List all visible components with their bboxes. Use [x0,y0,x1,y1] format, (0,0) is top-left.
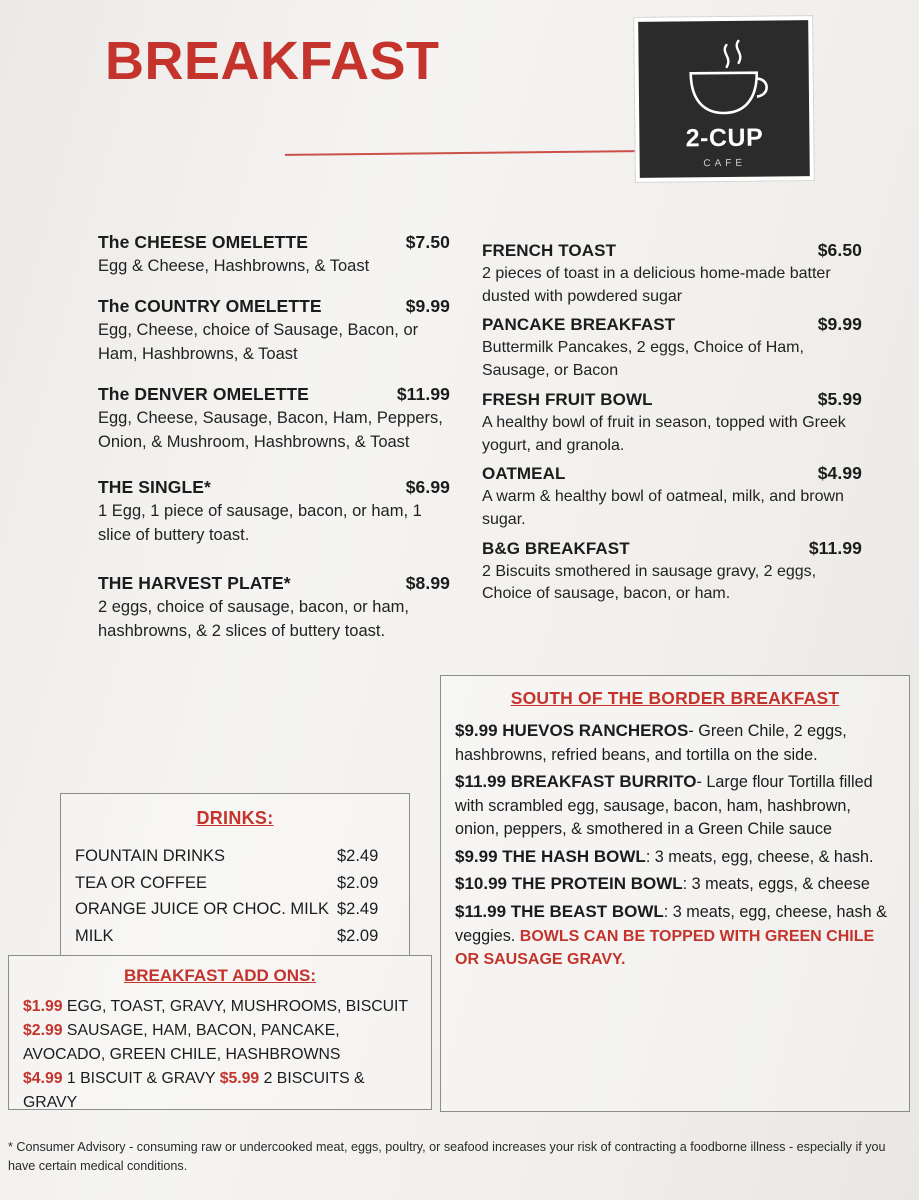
menu-item-head [98,384,450,405]
menu-column-right [482,240,862,612]
menu-item-price: $6.99 [405,476,450,497]
menu-item-price: $9.99 [817,314,862,335]
menu-item-head [482,314,862,335]
addon-text: EGG, TOAST, GRAVY, MUSHROOMS, BISCUIT [66,998,409,1015]
menu-item-desc: 2 Biscuits smothered in sausage gravy, 2 eggs, Choice of sausage, bacon, or ham. [482,562,817,603]
menu-item-price: $9.99 [405,295,450,316]
title-divider [285,150,640,156]
menu-item-desc: Buttermilk Pancakes, 2 eggs, Choice of Ham, Sausage, or Bacon [482,339,804,380]
menu-item-price: $5.99 [817,388,862,409]
menu-item [482,463,862,531]
menu-item-desc: 2 eggs, choice of sausage, bacon, or ham, hashbrowns, & 2 slices of buttery toast. [98,598,409,641]
menu-item-price: $7.50 [405,232,450,252]
addon-price: $2.99 [23,1022,63,1039]
sob-item [455,770,895,842]
drink-name: ORANGE JUICE OR CHOC. MILK [75,900,329,919]
addon-biscuit-line [23,1067,417,1115]
menu-item-name: B&G BREAKFAST [482,538,630,558]
menu-item-price: $8.99 [405,573,450,594]
menu-item-desc: A healthy bowl of fruit in season, topped with Greek yogurt, and granola. [482,413,846,454]
menu-item-head [482,389,862,410]
sob-item-lead: $9.99 THE HASH BOWL [455,846,646,866]
drink-price: $2.49 [337,847,379,865]
menu-item-head [98,573,450,594]
biscuit-text-1: 1 BISCUIT & GRAVY [66,1070,216,1087]
menu-item [482,538,862,606]
menu-item-head [98,477,450,498]
menu-item [482,240,862,308]
addons-section [8,955,432,1110]
menu-item [98,384,450,455]
sob-note: BOWLS CAN BE TOPPED WITH GREEN CHILE OR SAUSAGE GRAVY. [455,927,875,969]
menu-item-desc: Egg, Cheese, choice of Sausage, Bacon, or Ham, Hashbrowns, & Toast [98,320,419,363]
drink-name: FOUNTAIN DRINKS [75,847,226,865]
biscuit-text-2: 2 BISCUITS & GRAVY [23,1070,365,1111]
list-item [75,843,395,870]
sob-item [455,719,895,767]
menu-item-price: $11.99 [396,383,450,404]
drinks-list [61,843,409,950]
drink-price: $2.49 [337,900,379,919]
drink-price: $2.09 [337,873,379,892]
addon-text: SAUSAGE, HAM, BACON, PANCAKE, AVOCADO, GREEN CHILE, HASHBROWNS [23,1022,341,1063]
south-of-border-section [440,675,910,1112]
menu-item-name: FRENCH TOAST [482,241,617,260]
logo-subtitle: CAFE [703,157,747,170]
sob-item-desc: : 3 meats, egg, cheese, hash & veggies. [455,903,887,945]
drinks-title: DRINKS: [196,808,274,828]
drink-name: TEA OR COFFEE [75,873,208,892]
list-item [75,923,395,950]
menu-item-price: $4.99 [817,463,862,484]
menu-item-head [98,232,450,253]
sob-item [455,872,895,897]
sob-item-desc: - Large flour Tortilla filled with scrambled egg, sausage, bacon, ham, hashbrown, onion, peppers, & smothered in a Green Chile sauce [455,773,873,839]
menu-item-desc: Egg & Cheese, Hashbrowns, & Toast [98,257,370,275]
sob-item-desc: : 3 meats, egg, cheese, & hash. [645,847,874,866]
menu-item [98,232,450,279]
menu-item-head [482,463,862,484]
drinks-section [60,793,410,956]
menu-item-name: OATMEAL [482,464,566,484]
sob-item-lead: $10.99 THE PROTEIN BOWL [455,874,683,894]
menu-header [0,0,919,200]
menu-item-name: FRESH FRUIT BOWL [482,389,653,409]
page-title: BREAKFAST [105,31,440,91]
menu-item-head [482,240,862,261]
menu-item [482,314,862,382]
menu-item-name: THE SINGLE* [98,476,211,497]
sob-item-lead: $11.99 BREAKFAST BURRITO [455,772,697,792]
menu-item-name: The DENVER OMELETTE [98,383,309,404]
drink-price: $2.09 [337,927,379,946]
addons-title: BREAKFAST ADD ONS: [123,966,317,985]
addon-price: $1.99 [23,998,63,1015]
menu-item-desc: A warm & healthy bowl of oatmeal, milk, and brown sugar. [482,488,844,529]
menu-item-head [98,296,450,317]
list-item [75,870,395,897]
drink-name: MILK [75,927,114,946]
list-item [75,896,395,923]
menu-item [98,477,450,548]
menu-item-name: THE HARVEST PLATE* [98,573,291,594]
menu-item-head [482,538,862,559]
biscuit-price-2: $5.99 [219,1070,260,1087]
menu-item-price: $6.50 [817,240,862,260]
sob-item-desc: - Green Chile, 2 eggs, hashbrowns, refried beans, and tortilla on the side. [455,722,847,764]
sob-item-lead: $11.99 THE BEAST BOWL [455,902,664,922]
menu-item [98,573,450,644]
addon-line [23,995,417,1019]
south-of-border-title: SOUTH OF THE BORDER BREAKFAST [510,688,840,708]
sob-item [455,900,895,972]
sob-item-lead: $9.99 HUEVOS RANCHEROS [455,721,689,740]
addon-line [23,1019,417,1067]
sob-item-desc: : 3 meats, eggs, & cheese [682,875,870,894]
menu-item [98,296,450,367]
menu-column-left [98,232,450,661]
logo-inner [638,20,810,178]
menu-item-desc: Egg, Cheese, Sausage, Bacon, Ham, Peppers, Onion, & Mushroom, Hashbrowns, & Toast [98,408,443,451]
menu-item-name: The COUNTRY OMELETTE [98,295,322,316]
consumer-advisory: * Consumer Advisory - consuming raw or undercooked meat, eggs, poultry, or seafood increases your risk of contracting a foodborne illness - especially if you have certain medical conditions. [8,1140,886,1173]
sob-item [455,845,895,870]
biscuit-price-1: $4.99 [23,1070,63,1087]
logo-name: 2-CUP [685,123,764,153]
coffee-cup-icon [668,34,779,126]
menu-item-desc: 1 Egg, 1 piece of sausage, bacon, or ham, 1 slice of buttery toast. [98,501,422,544]
menu-item [482,389,862,457]
logo [633,15,815,183]
menu-item-name: The CHEESE OMELETTE [98,232,308,252]
menu-item-name: PANCAKE BREAKFAST [482,315,676,335]
menu-item-desc: 2 pieces of toast in a delicious home-made batter dusted with powdered sugar [482,265,831,305]
menu-item-price: $11.99 [808,537,862,558]
